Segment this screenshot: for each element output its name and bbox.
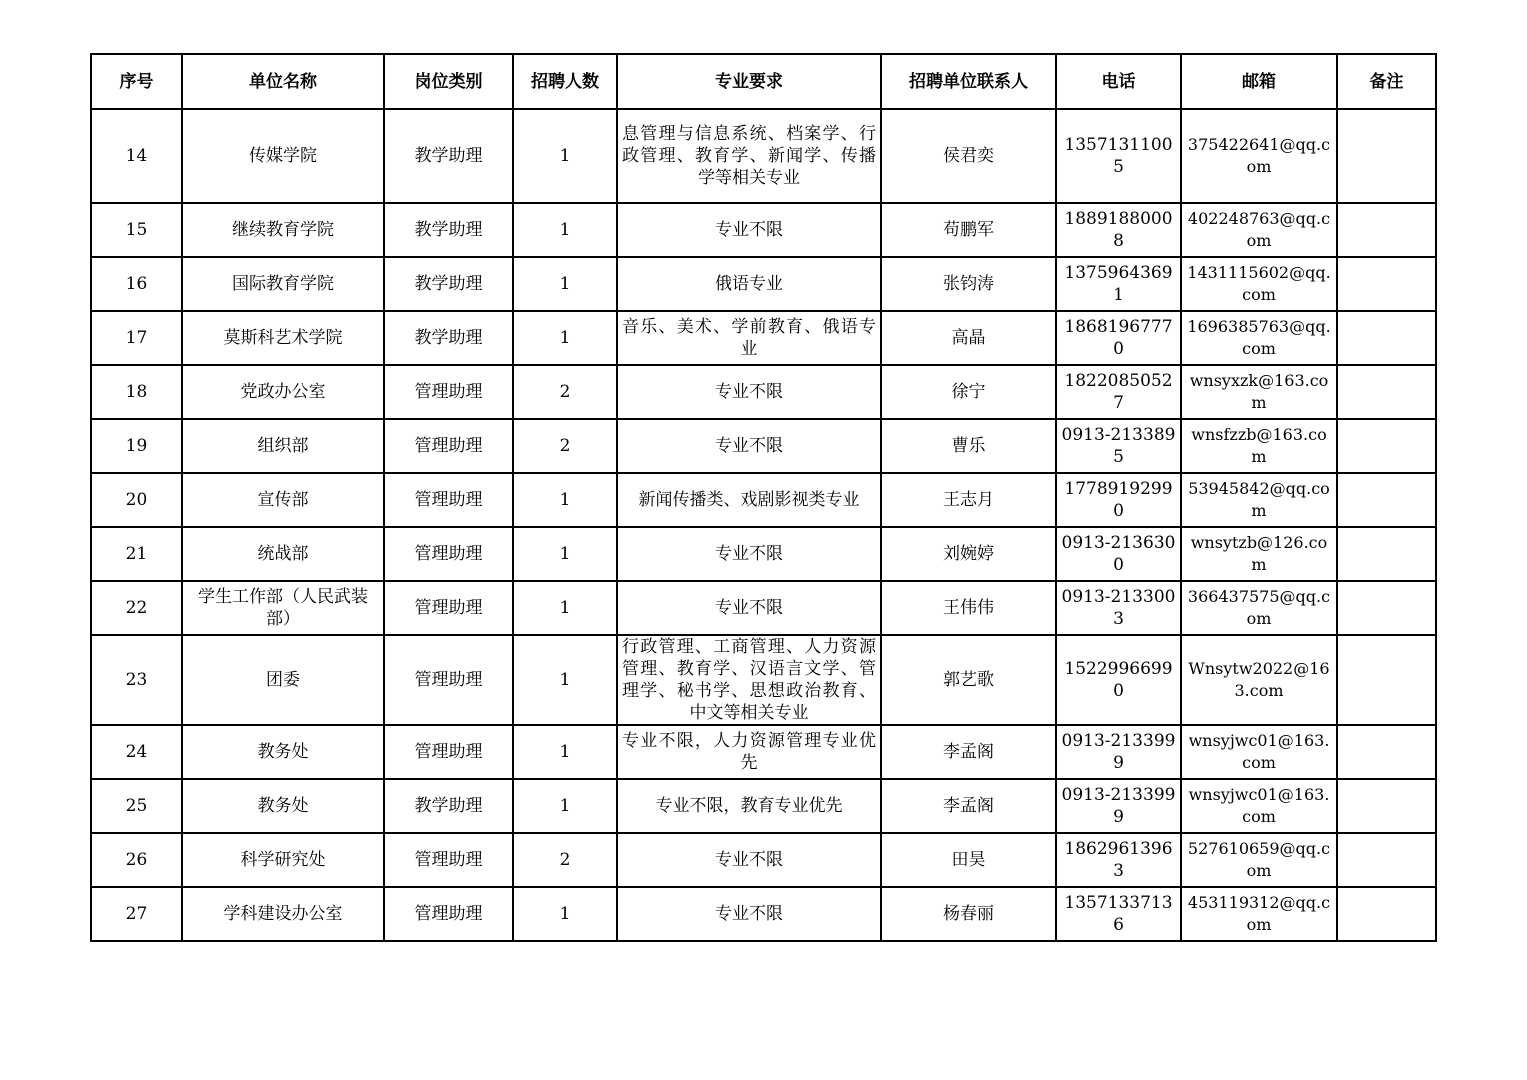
cell-type: 教学助理 [384,109,513,203]
header-cell-note: 备注 [1337,54,1436,109]
cell-no: 26 [91,833,182,887]
cell-phone: 15229966990 [1056,635,1181,725]
cell-count: 2 [513,365,617,419]
cell-phone: 17789192990 [1056,473,1181,527]
cell-unit: 传媒学院 [182,109,384,203]
table-row [91,581,1436,635]
cell-unit: 党政办公室 [182,365,384,419]
cell-unit: 教务处 [182,725,384,779]
cell-note [1337,635,1436,725]
cell-contact: 徐宁 [881,365,1056,419]
table-row [91,635,1436,725]
cell-major: 专业不限 [617,887,881,941]
cell-count: 1 [513,473,617,527]
cell-note [1337,311,1436,365]
recruitment-table [90,53,1437,942]
cell-type: 管理助理 [384,725,513,779]
cell-count: 1 [513,581,617,635]
cell-email: 366437575@qq.com [1181,581,1337,635]
cell-no: 27 [91,887,182,941]
table-row [91,887,1436,941]
header-cell-type: 岗位类别 [384,54,513,109]
cell-unit: 学生工作部（人民武装部） [182,581,384,635]
cell-major: 专业不限 [617,365,881,419]
cell-contact: 田昊 [881,833,1056,887]
cell-phone: 13571311005 [1056,109,1181,203]
cell-note [1337,833,1436,887]
cell-note [1337,473,1436,527]
cell-email: wnsyxzk@163.com [1181,365,1337,419]
cell-note [1337,257,1436,311]
cell-email: wnsfzzb@163.com [1181,419,1337,473]
cell-email: wnsyjwc01@163.com [1181,725,1337,779]
table-row [91,257,1436,311]
cell-type: 管理助理 [384,473,513,527]
cell-contact: 曹乐 [881,419,1056,473]
table-header-row [91,54,1436,109]
cell-type: 管理助理 [384,635,513,725]
cell-note [1337,109,1436,203]
table-row [91,833,1436,887]
table-row [91,203,1436,257]
cell-unit: 组织部 [182,419,384,473]
cell-email: 1431115602@qq.com [1181,257,1337,311]
cell-unit: 宣传部 [182,473,384,527]
cell-phone: 0913-2133895 [1056,419,1181,473]
cell-count: 1 [513,635,617,725]
cell-no: 23 [91,635,182,725]
cell-major: 行政管理、工商管理、人力资源管理、教育学、汉语言文学、管理学、秘书学、思想政治教育、中文等相关专业 [617,635,881,725]
cell-type: 教学助理 [384,203,513,257]
table-row [91,725,1436,779]
cell-no: 15 [91,203,182,257]
cell-major: 新闻传播类、戏剧影视类专业 [617,473,881,527]
cell-unit: 团委 [182,635,384,725]
cell-contact: 杨春丽 [881,887,1056,941]
cell-major: 专业不限 [617,833,881,887]
cell-type: 管理助理 [384,887,513,941]
cell-count: 1 [513,887,617,941]
cell-type: 管理助理 [384,833,513,887]
cell-no: 14 [91,109,182,203]
cell-unit: 教务处 [182,779,384,833]
cell-count: 1 [513,257,617,311]
cell-contact: 侯君奕 [881,109,1056,203]
cell-contact: 李孟阁 [881,779,1056,833]
cell-unit: 统战部 [182,527,384,581]
cell-phone: 0913-2133999 [1056,779,1181,833]
cell-type: 管理助理 [384,365,513,419]
cell-phone: 0913-2136300 [1056,527,1181,581]
cell-email: Wnsytw2022@163.com [1181,635,1337,725]
header-cell-count: 招聘人数 [513,54,617,109]
cell-email: 53945842@qq.com [1181,473,1337,527]
cell-no: 21 [91,527,182,581]
cell-major: 息管理与信息系统、档案学、行政管理、教育学、新闻学、传播学等相关专业 [617,109,881,203]
cell-type: 管理助理 [384,581,513,635]
cell-no: 24 [91,725,182,779]
cell-type: 教学助理 [384,257,513,311]
cell-unit: 继续教育学院 [182,203,384,257]
cell-email: wnsyjwc01@163.com [1181,779,1337,833]
cell-no: 17 [91,311,182,365]
cell-phone: 0913-2133999 [1056,725,1181,779]
cell-count: 1 [513,527,617,581]
header-cell-unit: 单位名称 [182,54,384,109]
cell-no: 18 [91,365,182,419]
cell-count: 1 [513,203,617,257]
header-cell-major: 专业要求 [617,54,881,109]
header-cell-phone: 电话 [1056,54,1181,109]
cell-contact: 苟鹏军 [881,203,1056,257]
header-cell-no: 序号 [91,54,182,109]
cell-major: 专业不限 [617,581,881,635]
header-cell-contact: 招聘单位联系人 [881,54,1056,109]
table-row [91,473,1436,527]
cell-contact: 王伟伟 [881,581,1056,635]
cell-note [1337,365,1436,419]
cell-count: 1 [513,725,617,779]
cell-no: 19 [91,419,182,473]
cell-email: wnsytzb@126.com [1181,527,1337,581]
cell-count: 2 [513,419,617,473]
cell-email: 375422641@qq.com [1181,109,1337,203]
cell-note [1337,725,1436,779]
cell-note [1337,779,1436,833]
cell-unit: 科学研究处 [182,833,384,887]
cell-email: 453119312@qq.com [1181,887,1337,941]
cell-type: 管理助理 [384,527,513,581]
cell-unit: 学科建设办公室 [182,887,384,941]
cell-contact: 郭艺歌 [881,635,1056,725]
cell-phone: 18891880008 [1056,203,1181,257]
table-row [91,419,1436,473]
cell-no: 22 [91,581,182,635]
cell-phone: 13759643691 [1056,257,1181,311]
cell-unit: 国际教育学院 [182,257,384,311]
cell-contact: 王志月 [881,473,1056,527]
table-row [91,365,1436,419]
cell-no: 16 [91,257,182,311]
cell-major: 俄语专业 [617,257,881,311]
cell-note [1337,203,1436,257]
cell-count: 1 [513,109,617,203]
table-row [91,779,1436,833]
cell-note [1337,419,1436,473]
cell-phone: 13571337136 [1056,887,1181,941]
cell-phone: 18220850527 [1056,365,1181,419]
cell-note [1337,527,1436,581]
cell-type: 管理助理 [384,419,513,473]
cell-note [1337,581,1436,635]
cell-count: 1 [513,779,617,833]
cell-note [1337,887,1436,941]
cell-unit: 莫斯科艺术学院 [182,311,384,365]
cell-count: 2 [513,833,617,887]
cell-type: 教学助理 [384,779,513,833]
cell-major: 专业不限 [617,203,881,257]
cell-major: 专业不限 [617,419,881,473]
cell-contact: 高晶 [881,311,1056,365]
cell-phone: 18629613963 [1056,833,1181,887]
cell-major: 音乐、美术、学前教育、俄语专业 [617,311,881,365]
cell-email: 402248763@qq.com [1181,203,1337,257]
table-row [91,109,1436,203]
cell-major: 专业不限，人力资源管理专业优先 [617,725,881,779]
header-cell-email: 邮箱 [1181,54,1337,109]
table-row [91,311,1436,365]
cell-contact: 李孟阁 [881,725,1056,779]
cell-major: 专业不限 [617,527,881,581]
cell-count: 1 [513,311,617,365]
cell-contact: 张钧涛 [881,257,1056,311]
cell-contact: 刘婉婷 [881,527,1056,581]
cell-no: 20 [91,473,182,527]
cell-major: 专业不限，教育专业优先 [617,779,881,833]
cell-type: 教学助理 [384,311,513,365]
cell-email: 527610659@qq.com [1181,833,1337,887]
cell-phone: 18681967770 [1056,311,1181,365]
cell-no: 25 [91,779,182,833]
table-row [91,527,1436,581]
cell-phone: 0913-2133003 [1056,581,1181,635]
cell-email: 1696385763@qq.com [1181,311,1337,365]
